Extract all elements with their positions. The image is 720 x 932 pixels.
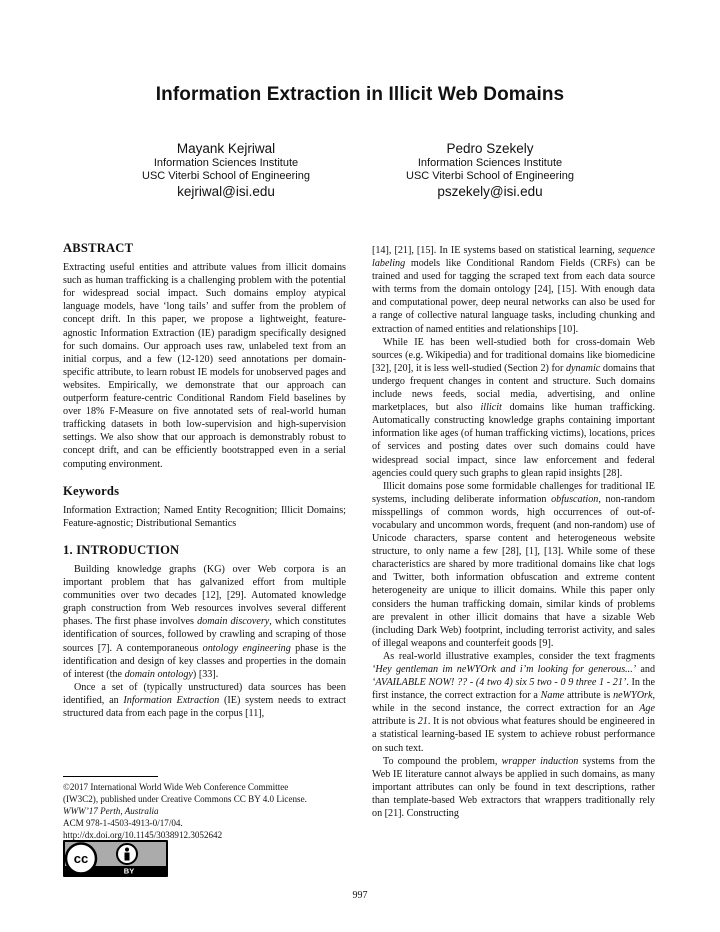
intro-paragraph-2: Once a set of (typically unstructured) data sources has been identified, an Information Extraction (IE) system needs to extract structured data from each page in the corpus [11], — [63, 681, 346, 719]
keywords-heading: Keywords — [63, 483, 120, 498]
author-block-2 — [360, 140, 620, 200]
right-paragraph-4: As real-world illustrative examples, consider the text fragments ‘Hey gentleman im neWYOrk and i’m looking for generous...’ and ‘AVAILABLE NOW! ?? - (4 two 4) six 5 two - 0 9 three 1 - 21’. In the first instance, the correct extraction for a Name attribute is neWYOrk, while in the second instance, the correct extraction for an Age attribute is 21. It is not obvious what features should be engineered in a statistical learning-based IE system to achieve robust performance on such text. — [372, 650, 656, 754]
copyright-line: ©2017 International World Wide Web Conference Committee — [63, 782, 289, 792]
author-affiliation: Information Sciences Institute — [153, 157, 299, 169]
license-line: (IW3C2), published under Creative Commons CC BY 4.0 License. — [63, 794, 307, 804]
abstract-text: Extracting useful entities and attribute values from illicit domains such as human trafficking is a challenging problem with the potential for widespread social impact. Such domains employ atypical language models, have ‘long tails’ and suffer from the problem of concept drift. In this paper, we propose a lightweight, feature-agnostic Information Extraction (IE) paradigm specifically designed for such domains. Our approach uses raw, unlabeled text from an initial corpus, and a few (12-120) seed annotations per domain-specific attribute, to learn robust IE models for unobserved pages and websites. Empirically, we demonstrate that our approach can outperform feature-centric Conditional Random Field baselines by over 18% F-Measure on five annotated sets of real-world human trafficking datasets in both low-supervision and high-supervision settings. We also show that our approach is demonstrably robust to concept drift, and can be efficiently bootstrapped even in a serial computing environment. — [63, 262, 346, 470]
keywords-text: Information Extraction; Named Entity Recognition; Illicit Domains; Feature-agnostic; Distributional Semantics — [63, 504, 346, 529]
cc-badge-by-text: BY — [123, 866, 135, 876]
cc-by-license-icon — [63, 840, 168, 877]
author-email[interactable]: kejriwal@isi.edu — [177, 184, 275, 199]
footnote-rule — [63, 776, 158, 777]
author-email[interactable]: pszekely@isi.edu — [437, 184, 543, 199]
author-affiliation: USC Viterbi School of Engineering — [142, 170, 310, 182]
paper-title: Information Extraction in Illicit Web Domains — [155, 84, 565, 105]
page-number: 997 — [352, 890, 368, 901]
right-paragraph-5: To compound the problem, wrapper induction systems from the Web IE literature cannot always be applied in such domains, as many important attributes can only be found in text descriptions, rather than template-based Web extractors that wrappers traditionally rely on [21]. Constructing — [372, 755, 655, 820]
right-paragraph-2: While IE has been well-studied both for cross-domain Web sources (e.g. Wikipedia) and for traditional domains like biomedicine [32], [20], it is less well-studied (Section 2) for dynamic domains that undergo frequent changes in content and structure. Such domains include news feeds, social media, advertising, and online marketplaces, but also illicit domains like human trafficking. Automatically constructing knowledge graphs containing important information like ages (of human trafficking victims), locations, prices of services and posting dates over such domains could have widespread social impact, since law enforcement and federal agencies could query such graphs to glean rapid insights [28]. — [372, 336, 655, 479]
svg-text:cc: cc — [73, 851, 89, 866]
abstract-heading: ABSTRACT — [63, 241, 134, 255]
right-paragraph-3: Illicit domains pose some formidable challenges for traditional IE systems, including deliberate information obfuscation, non-random misspellings of common words, high occurrences of out-of-vocabulary and uncommon words, frequent (and non-random) use of Unicode characters, sparse content and heterogeneous website structure, to only name a few [28], [1], [13]. While some of these characteristics are shared by more traditional domains like chat logs and Twitter, both information obfuscation and extreme content heterogeneity are unique to illicit domains. While this paper only considers the human trafficking domain, similar kinds of problems are prevalent in other illicit domains that have a sizable Web (including Dark Web) footprint, including terrorist activity, and sales of illegal weapons and counterfeit goods [9]. — [372, 480, 655, 649]
author-name: Pedro Szekely — [446, 141, 534, 156]
copyright-block — [63, 776, 346, 841]
introduction-heading: 1. INTRODUCTION — [63, 542, 180, 557]
author-name: Mayank Kejriwal — [176, 141, 276, 156]
right-paragraph-1: [14], [21], [15]. In IE systems based on statistical learning, sequence labeling models like Conditional Random Fields (CRFs) can be trained and used for tagging the scraped text from each data source with terms from the domain ontology [24], [15]. With enough data and computational power, deep neural networks can also be used for a range of collective natural language tasks, including chunking and extraction of named entities and relationships [10]. — [372, 245, 655, 335]
author-affiliation: Information Sciences Institute — [417, 157, 563, 169]
conference-line: WWW’17 Perth, Australia — [63, 806, 159, 816]
intro-paragraph-1: Building knowledge graphs (KG) over Web corpora is an important problem that has galvanized effort from multiple communities over two decades [12], [29]. Automated knowledge graph construction from Web resources involves several different phases. The first phase involves domain discovery, which constitutes identification of sources, followed by crawling and scraping of those sources [7]. A contemporaneous ontology engineering phase is the identification and design of key classes and properties in the domain of interest (the domain ontology) [33]. — [63, 563, 347, 680]
doi-link[interactable]: http://dx.doi.org/10.1145/3038912.3052642 — [63, 830, 223, 840]
right-column — [372, 244, 655, 820]
author-affiliation: USC Viterbi School of Engineering — [406, 170, 574, 182]
left-column — [63, 242, 346, 720]
author-block-1 — [96, 140, 356, 200]
acm-isbn-line: ACM 978-1-4503-4913-0/17/04. — [63, 818, 183, 828]
